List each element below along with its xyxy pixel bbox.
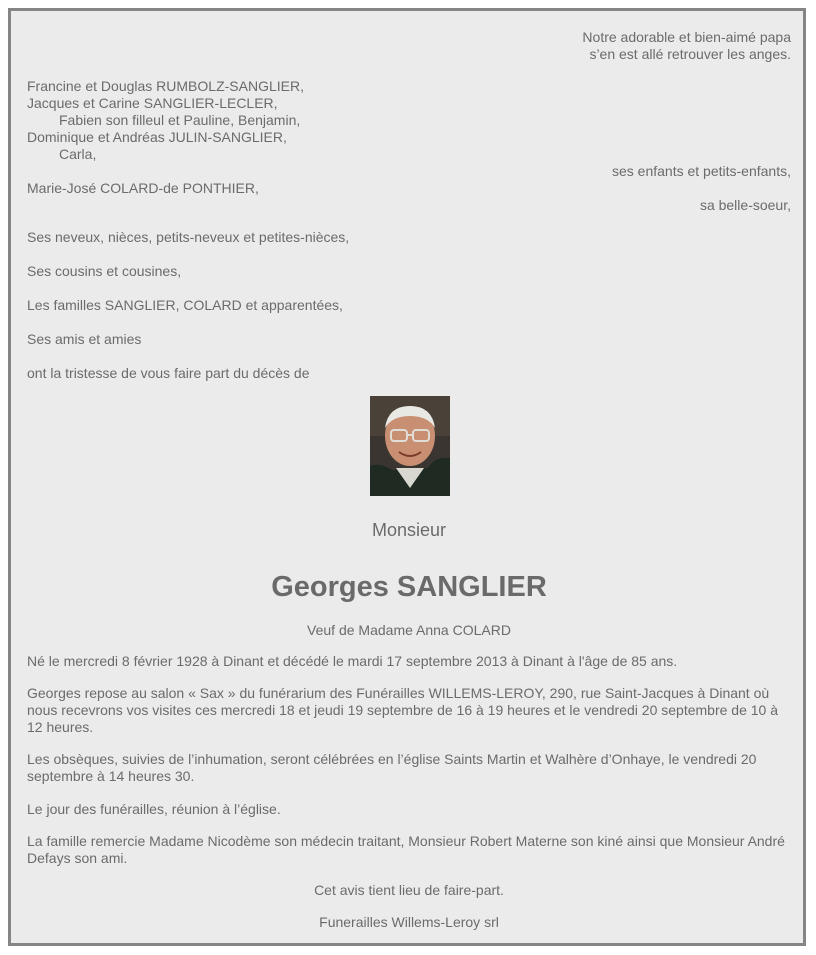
family-line-5: Carla,: [59, 146, 97, 162]
families-line: Les familles SANGLIER, COLARD et apparentées,: [27, 297, 343, 313]
children-label: ses enfants et petits-enfants,: [612, 163, 791, 179]
funeral-home-name: Funerailles Willems-Leroy srl: [319, 914, 499, 930]
epigraph-line-2: s’en est allé retrouver les anges.: [589, 46, 791, 62]
portrait-illustration: [370, 396, 450, 496]
thanks-paragraph: La famille remercie Madame Nicodème son médecin traitant, Monsieur Robert Materne son kiné ainsi que Monsieur André Defays son ami.: [27, 833, 785, 866]
meeting-paragraph: Le jour des funérailles, réunion à l’église.: [27, 801, 281, 817]
notice-statement: Cet avis tient lieu de faire-part.: [314, 882, 504, 898]
sister-in-law-label: sa belle-soeur,: [699, 197, 791, 213]
family-line-6: Marie-José COLARD-de PONTHIER,: [27, 180, 259, 196]
portrait-photo: [370, 396, 450, 496]
family-line-1: Francine et Douglas RUMBOLZ-SANGLIER,: [27, 78, 304, 94]
funeral-paragraph: Les obsèques, suivies de l’inhumation, seront célébrées en l’église Saints Martin et Walhère d’Onhaye, le vendredi 20 septembre à 14 heures 30.: [27, 751, 757, 784]
honorific-title: Monsieur: [371, 520, 447, 540]
announcement-line: ont la tristesse de vous faire part du décès de: [27, 365, 310, 381]
cousins-line: Ses cousins et cousines,: [27, 263, 182, 279]
visitation-paragraph: Georges repose au salon « Sax » du funérarium des Funérailles WILLEMS-LEROY, 290, rue Saint-Jacques à Dinant où nous recevrons vos visites ces mercredi 18 et jeudi 19 septembre de 16 à 19 heures et le vendredi 20 septembre de 10 à 12 heures.: [27, 685, 778, 735]
friends-line: Ses amis et amies: [27, 331, 142, 347]
nephews-line: Ses neveux, nièces, petits-neveux et petites-nièces,: [27, 229, 350, 245]
deceased-name: Georges SANGLIER: [271, 571, 547, 603]
family-line-4: Dominique et Andréas JULIN-SANGLIER,: [27, 129, 287, 145]
family-line-2: Jacques et Carine SANGLIER-LECLER,: [27, 95, 278, 111]
widower-line: Veuf de Madame Anna COLARD: [307, 622, 511, 638]
birth-death-paragraph: Né le mercredi 8 février 1928 à Dinant et décédé le mardi 17 septembre 2013 à Dinant à l'âge de 85 ans.: [27, 653, 678, 669]
family-line-3: Fabien son filleul et Pauline, Benjamin,: [59, 112, 301, 128]
epigraph-line-1: Notre adorable et bien-aimé papa: [582, 29, 791, 45]
death-notice-card: [8, 8, 806, 946]
